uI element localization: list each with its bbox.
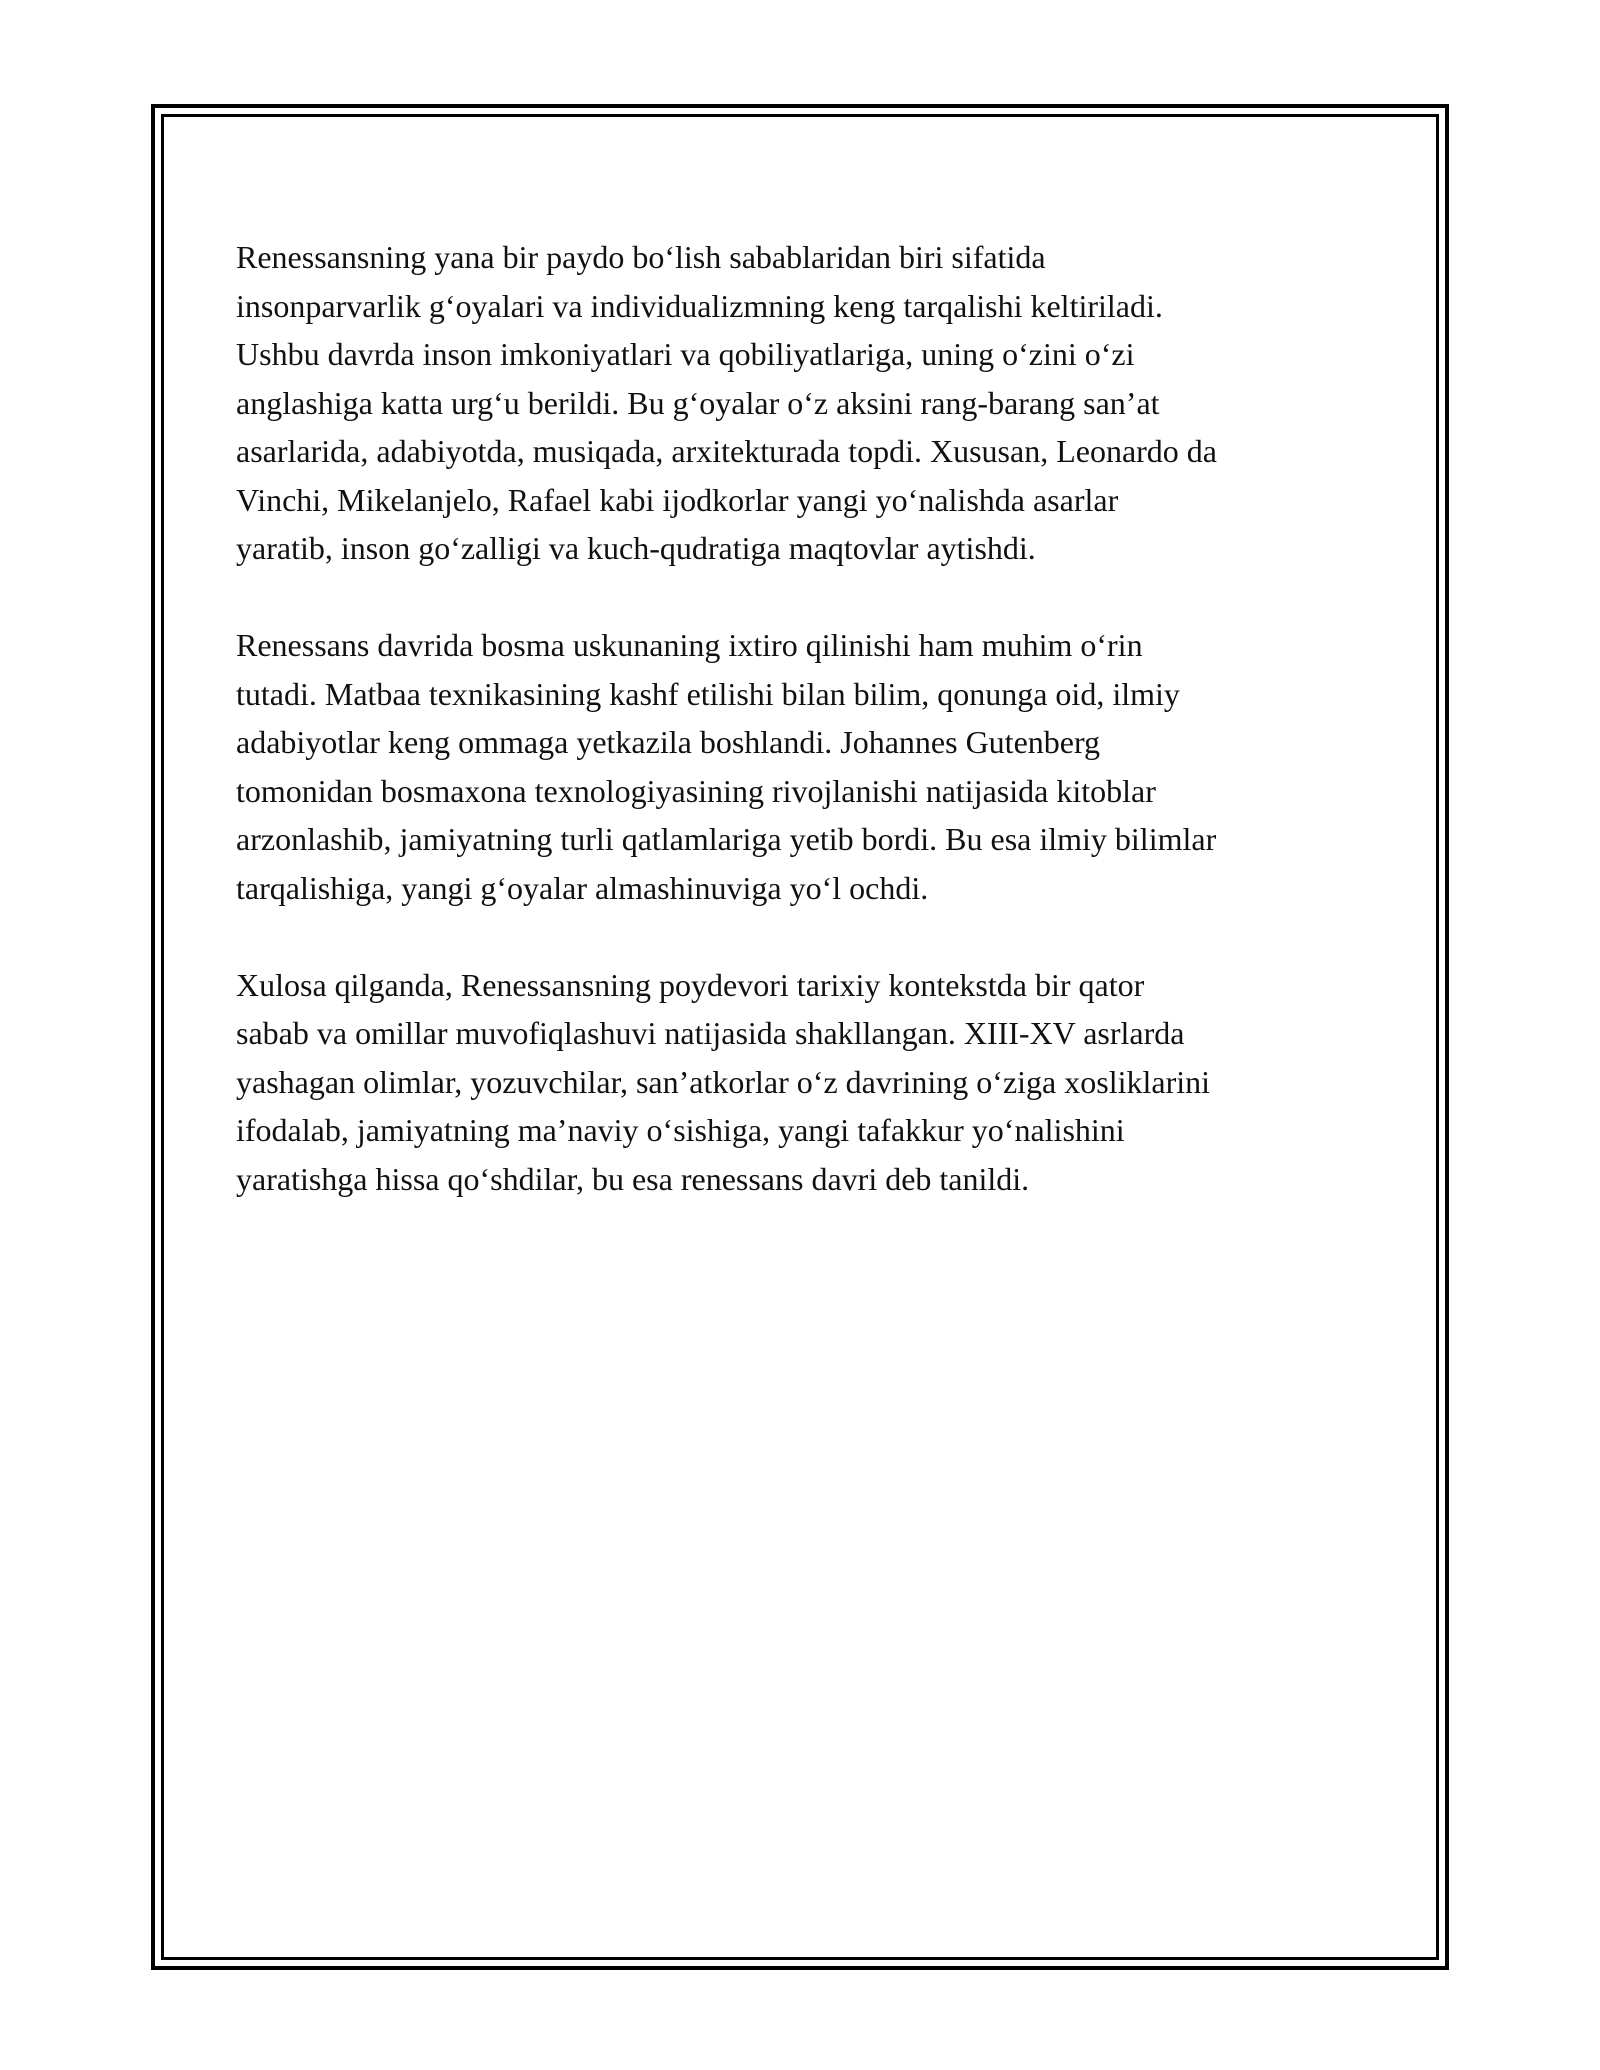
paragraph: Renessansning yana bir paydo bo‘lish sabablaridan biri sifatida insonparvarlik g‘oyalari va individualizmning keng tarqalishi keltiriladi. Ushbu davrda inson imkoniyatlari va qobiliyatlariga, uning o‘zini o‘zi anglashiga katta urg‘u berildi. Bu g‘oyalar o‘z aksini rang-barang san’at asarlarida, adabiyotda, musiqada, arxitekturada topdi. Xususan, Leonardo da Vinchi, Mikelanjelo, Rafael kabi ijodkorlar yangi yo‘nalishda asarlar yaratib, inson go‘zalligi va kuch-qudratiga maqtovlar aytishdi. (236, 239, 1217, 566)
paragraph: Xulosa qilganda, Renessansning poydevori tarixiy kontekstda bir qator sabab va omillar muvofiqlashuvi natijasida shakllangan. XIII-XV asrlarda yashagan olimlar, yozuvchilar, san’atkorlar o‘z davrining o‘ziga xosliklarini ifodalab, jamiyatning ma’naviy o‘sishiga, yangi tafakkur yo‘nalishini yaratishga hissa qo‘shdilar, bu esa renessans davri deb tanildi. (236, 966, 1210, 1197)
paragraph: Renessans davrida bosma uskunaning ixtiro qilinishi ham muhim o‘rin tutadi. Matbaa texnikasining kashf etilishi bilan bilim, qonunga oid, ilmiy adabiyotlar keng ommaga yetkazila boshlandi. Johannes Gutenberg tomonidan bosmaxona texnologiyasining rivojlanishi natijasida kitoblar arzonlashib, jamiyatning turli qatlamlariga yetib bordi. Bu esa ilmiy bilimlar tarqalishiga, yangi g‘oyalar almashinuviga yo‘l ochdi. (236, 627, 1217, 906)
document-body (236, 233, 1376, 1252)
